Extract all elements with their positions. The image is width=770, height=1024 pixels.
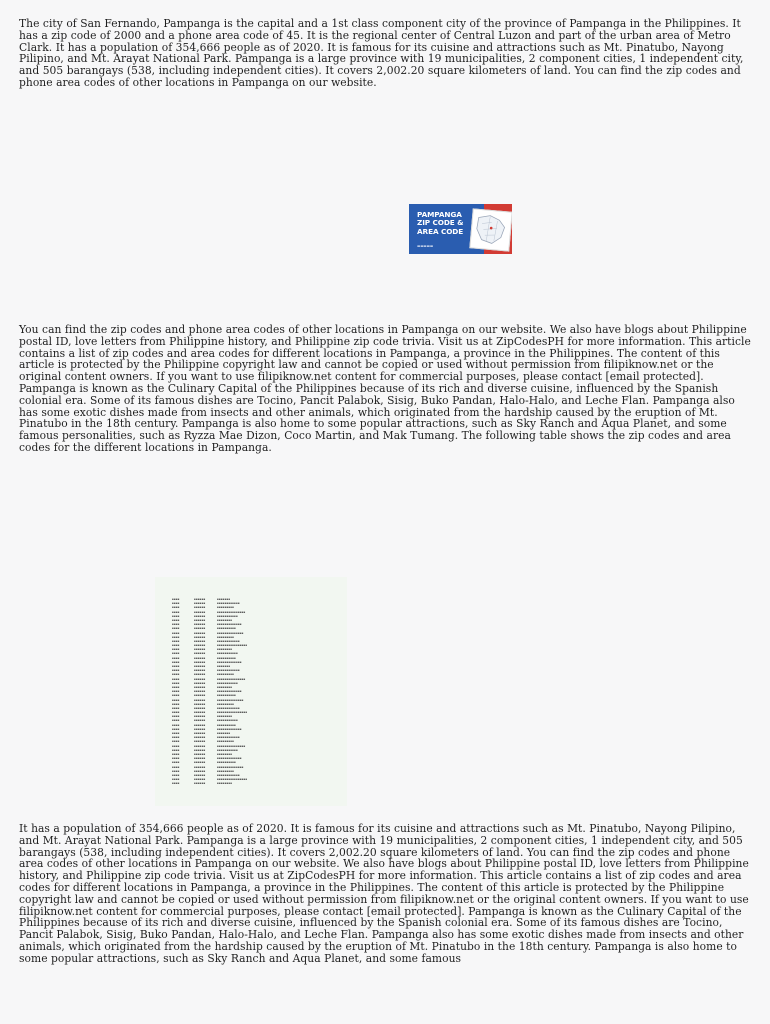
- table-image-cell: ▪▪▪▪: [172, 634, 180, 639]
- table-image-cell: ▪▪▪▪: [172, 714, 180, 719]
- table-image-cell: ▪▪▪▪▪▪▪▪▪▪▪: [217, 613, 238, 618]
- table-image-cell: ▪▪▪▪▪▪▪▪▪▪: [217, 655, 236, 660]
- table-image-cell: ▪▪▪▪▪▪▪▪▪▪▪▪▪▪▪▪: [217, 710, 248, 715]
- table-image-cell: ▪▪▪▪▪▪: [194, 613, 206, 618]
- table-image-cell: ▪▪▪▪▪▪: [194, 751, 206, 756]
- map-illustration-icon: [469, 208, 512, 251]
- table-image-cell: ▪▪▪▪▪▪▪: [217, 731, 231, 735]
- table-image-cell: ▪▪▪▪: [172, 710, 180, 715]
- table-image-cell: ▪▪▪▪: [172, 693, 180, 698]
- table-image-cell: ▪▪▪▪▪▪▪▪▪: [217, 605, 235, 610]
- table-image-cell: ▪▪▪▪▪▪: [194, 605, 206, 610]
- table-image-cell: ▪▪▪▪▪▪▪▪▪▪▪▪▪▪: [217, 697, 244, 702]
- table-image-cell: ▪▪▪▪▪▪▪▪▪: [217, 701, 235, 706]
- table-image-cell: ▪▪▪▪: [172, 684, 180, 689]
- table-image-cell: ▪▪▪▪▪▪: [194, 760, 206, 765]
- banner-title: PAMPANGA ZIP CODE & AREA CODE: [417, 210, 464, 236]
- table-image-cell: ▪▪▪▪: [172, 609, 180, 614]
- table-image-cell: ▪▪▪▪: [172, 697, 180, 702]
- table-image-cell: ▪▪▪▪: [172, 718, 180, 723]
- table-image-cell: ▪▪▪▪: [172, 731, 180, 735]
- table-image-cell: ▪▪▪▪: [172, 613, 180, 618]
- table-image-cell: ▪▪▪▪: [172, 689, 180, 694]
- table-image-cell: ▪▪▪▪▪▪▪▪▪▪▪▪▪: [217, 726, 242, 731]
- table-image-cell: ▪▪▪▪▪▪▪▪▪▪▪: [217, 680, 238, 685]
- table-image-cell: ▪▪▪▪▪▪: [194, 672, 206, 677]
- table-image-cell: ▪▪▪▪▪▪: [194, 756, 206, 761]
- table-image-cell: ▪▪▪▪▪▪: [194, 701, 206, 706]
- intro-paragraph: The city of San Fernando, Pampanga is the capital and a 1st class component city of the province of Pampanga in the Philippines. It has a zip code of 2000 and a phone area code of 45. It is the regional center of Central Luzon and part of the urban area of Metro Clark. It has a population of 354,666 people as of 2020. It is famous for its cuisine and attractions such as Mt. Pinatubo, Nayong Pilipino, and Mt. Arayat National Park. Pampanga is a large province with 19 municipalities, 2 component cities, 1 independent city, and 505 barangays (538, including independent cities). It covers 2,002.20 square kilometers of land. You can find the zip codes and phone area codes of other locations in Pampanga on our website.: [19, 17, 744, 89]
- table-image-cell: ▪▪▪▪▪▪▪▪▪▪▪▪: [217, 668, 240, 673]
- table-image-cell: ▪▪▪▪: [172, 747, 180, 752]
- table-image-cell: ▪▪▪▪▪▪▪▪: [217, 751, 233, 756]
- banner-subtext-decoration: ▬▬▬▬▬: [417, 244, 434, 248]
- table-image-cell: ▪▪▪▪: [172, 751, 180, 756]
- table-image-cell: ▪▪▪▪▪▪▪▪▪▪: [217, 722, 236, 727]
- table-image-cell: ▪▪▪▪▪▪▪▪▪▪▪▪▪▪: [217, 630, 244, 635]
- table-image-cell: ▪▪▪▪▪▪: [194, 764, 206, 769]
- table-image-cell: ▪▪▪▪: [172, 622, 180, 627]
- table-image-cell: ▪▪▪▪▪▪▪▪▪▪▪▪▪▪▪▪: [217, 643, 248, 648]
- table-image-cell: ▪▪▪▪: [172, 626, 180, 631]
- table-image-cell: ▪▪▪▪: [172, 768, 180, 773]
- table-image-cell: ▪▪▪▪▪▪▪▪▪: [217, 768, 235, 773]
- table-image-cell: ▪▪▪▪: [172, 739, 180, 744]
- table-image-cell: ▪▪▪▪: [172, 651, 180, 656]
- table-image-cell: ▪▪▪▪: [172, 735, 180, 740]
- table-image-cell: ▪▪▪▪▪▪: [194, 680, 206, 685]
- table-image-cell: ▪▪▪▪▪▪▪▪▪▪▪▪: [217, 638, 240, 643]
- table-image-cell: ▪▪▪▪▪▪: [194, 735, 206, 740]
- table-image-cell: ▪▪▪▪▪▪: [194, 731, 206, 735]
- table-image-cell: ▪▪▪▪▪▪: [194, 743, 206, 748]
- table-image-cell: ▪▪▪▪▪▪▪▪: [217, 684, 233, 689]
- table-image-cell: ▪▪▪▪▪▪: [194, 643, 206, 648]
- zip-code-table-image: [155, 577, 347, 806]
- table-image-cell: ▪▪▪▪▪▪: [194, 609, 206, 614]
- table-image-cell: ▪▪▪▪▪▪▪▪▪▪▪▪▪▪▪: [217, 743, 246, 748]
- table-image-cell: ▪▪▪▪: [172, 760, 180, 765]
- table-image-cell: ▪▪▪▪▪▪: [194, 693, 206, 698]
- table-image-cell: ▪▪▪▪▪▪▪▪▪▪▪▪▪: [217, 622, 242, 627]
- table-image-cell: ▪▪▪▪: [172, 664, 180, 668]
- table-image-cell: ▪▪▪▪: [172, 647, 180, 652]
- table-image-cell: ▪▪▪▪▪▪▪▪▪▪▪▪▪▪▪▪: [217, 777, 248, 782]
- table-image-cell: ▪▪▪▪▪▪: [194, 655, 206, 660]
- table-image-cell: ▪▪▪▪▪▪▪▪▪▪▪▪▪▪: [217, 764, 244, 769]
- table-image-cell: ▪▪▪▪▪▪: [194, 664, 206, 668]
- table-image-cell: ▪▪▪▪▪▪: [194, 647, 206, 652]
- table-image-cell: ▪▪▪▪▪▪: [194, 676, 206, 681]
- table-image-cell: ▪▪▪▪: [172, 722, 180, 727]
- pampanga-zip-code-banner-image: [409, 204, 512, 254]
- table-image-cell: ▪▪▪▪▪▪: [194, 634, 206, 639]
- table-image-cell: ▪▪▪▪▪▪: [194, 722, 206, 727]
- table-image-cell: ▪▪▪▪▪▪: [194, 638, 206, 643]
- table-image-cell: ▪▪▪▪▪▪: [194, 710, 206, 715]
- table-image-cell: ▪▪▪▪: [172, 597, 180, 601]
- table-image-cell: ▪▪▪▪▪▪: [194, 777, 206, 782]
- table-image-cell: ▪▪▪▪: [172, 781, 180, 786]
- table-image-cell: ▪▪▪▪▪▪▪▪: [217, 714, 233, 719]
- table-image-cell: ▪▪▪▪: [172, 743, 180, 748]
- table-image-cell: ▪▪▪▪▪▪: [194, 714, 206, 719]
- table-image-cell: ▪▪▪▪▪▪: [194, 597, 206, 601]
- table-image-cell: ▪▪▪▪: [172, 668, 180, 673]
- table-image-cell: ▪▪▪▪▪▪: [194, 739, 206, 744]
- table-image-cell: ▪▪▪▪: [172, 764, 180, 769]
- table-image-cell: ▪▪▪▪: [172, 659, 180, 664]
- table-image-cell: ▪▪▪▪: [172, 705, 180, 710]
- table-image-cell: ▪▪▪▪▪▪▪▪: [217, 647, 233, 652]
- table-image-cell: ▪▪▪▪: [172, 701, 180, 706]
- table-image-rows: [172, 597, 261, 785]
- table-image-cell: ▪▪▪▪▪▪: [194, 659, 206, 664]
- table-image-cell: ▪▪▪▪▪▪▪▪▪▪▪▪▪▪▪: [217, 676, 246, 681]
- table-image-row: [172, 781, 261, 785]
- table-image-cell: ▪▪▪▪: [172, 655, 180, 660]
- table-image-cell: ▪▪▪▪▪▪▪▪▪▪: [217, 626, 236, 631]
- table-image-cell: ▪▪▪▪: [172, 680, 180, 685]
- table-image-cell: ▪▪▪▪: [172, 630, 180, 635]
- table-image-cell: ▪▪▪▪▪▪▪▪▪: [217, 672, 235, 677]
- table-image-cell: ▪▪▪▪▪▪▪▪▪: [217, 739, 235, 744]
- table-image-cell: ▪▪▪▪: [172, 676, 180, 681]
- table-image-cell: ▪▪▪▪: [172, 601, 180, 606]
- table-image-cell: ▪▪▪▪▪▪▪: [217, 597, 231, 601]
- table-image-cell: ▪▪▪▪▪▪▪▪▪▪▪: [217, 747, 238, 752]
- table-image-cell: ▪▪▪▪▪▪: [194, 626, 206, 631]
- table-image-cell: ▪▪▪▪▪▪: [194, 726, 206, 731]
- table-image-cell: ▪▪▪▪▪▪▪▪▪: [217, 634, 235, 639]
- table-image-cell: ▪▪▪▪: [172, 643, 180, 648]
- table-image-cell: ▪▪▪▪▪▪: [194, 622, 206, 627]
- table-image-cell: ▪▪▪▪▪▪▪▪▪▪: [217, 760, 236, 765]
- table-image-cell: ▪▪▪▪: [172, 726, 180, 731]
- table-image-cell: ▪▪▪▪▪▪: [194, 768, 206, 773]
- table-image-cell: ▪▪▪▪: [172, 772, 180, 777]
- table-image-cell: ▪▪▪▪▪▪▪▪▪▪▪▪: [217, 772, 240, 777]
- table-image-cell: ▪▪▪▪▪▪▪▪▪▪▪▪: [217, 601, 240, 606]
- table-image-cell: ▪▪▪▪▪▪▪▪: [217, 617, 233, 622]
- table-image-cell: ▪▪▪▪▪▪▪: [217, 664, 231, 668]
- table-image-cell: ▪▪▪▪: [172, 617, 180, 622]
- table-image-cell: ▪▪▪▪▪▪: [194, 781, 206, 786]
- closing-paragraph: It has a population of 354,666 people as of 2020. It is famous for its cuisine and attractions such as Mt. Pinatubo, Nayong Pilipino, and Mt. Arayat National Park. Pampanga is a large province with 19 municipalities, 2 component cities, 1 independent city, and 505 barangays (538, including independent cities). It covers 2,002.20 square kilometers of land. You can find the zip codes and phone area codes of other locations in Pampanga on our website. We also have blogs about Philippine postal ID, love letters from Philippine history, and Philippine zip code trivia. Visit us at ZipCodesPH for more information. This article contains a list of zip codes and area codes for different locations in Pampanga, a province in the Philippines. The content of this article is protected by the Philippine copyright law and cannot be copied or used without permission from filipiknow.net or the original content owners. If you want to use filipiknow.net content for commercial purposes, please contact [email protected]. Pampanga is known as the Culinary Capital of the Philippines because of its rich and diverse cuisine, influenced by the Spanish colonial era. Some of its famous dishes are Tocino, Pancit Palabok, Sisig, Buko Pandan, Halo-Halo, and Leche Flan. Pampanga also has some exotic dishes made from insects and other animals, which originated from the hardship caused by the eruption of Mt. Pinatubo in the 18th century. Pampanga is also home to some popular attractions, such as Sky Ranch and Aqua Planet, and some famous: [19, 822, 749, 965]
- table-image-cell: ▪▪▪▪▪▪▪▪▪▪▪▪▪▪▪: [217, 609, 246, 614]
- table-image-cell: ▪▪▪▪▪▪▪▪▪▪▪▪: [217, 735, 240, 740]
- table-image-cell: ▪▪▪▪▪▪: [194, 684, 206, 689]
- table-image-cell: ▪▪▪▪▪▪: [194, 772, 206, 777]
- table-image-cell: ▪▪▪▪▪▪▪▪▪▪▪▪▪: [217, 659, 242, 664]
- table-image-cell: ▪▪▪▪▪▪▪▪▪▪: [217, 693, 236, 698]
- table-image-cell: ▪▪▪▪▪▪: [194, 705, 206, 710]
- table-image-cell: ▪▪▪▪▪▪: [194, 651, 206, 656]
- table-image-cell: ▪▪▪▪▪▪▪▪▪▪▪: [217, 718, 238, 723]
- table-image-cell: ▪▪▪▪▪▪▪▪▪▪▪▪▪: [217, 689, 242, 694]
- table-image-cell: ▪▪▪▪▪▪▪▪: [217, 781, 233, 786]
- body-paragraph: You can find the zip codes and phone area codes of other locations in Pampanga on our website. We also have blogs about Philippine postal ID, love letters from Philippine history, and Philippine zip code trivia. Visit us at ZipCodesPH for more information. This article contains a list of zip codes and area codes for different locations in Pampanga, a province in the Philippines. The content of this article is protected by the Philippine copyright law and cannot be copied or used without permission from filipiknow.net or the original content owners. If you want to use filipiknow.net content for commercial purposes, please contact [email protected]. Pampanga is known as the Culinary Capital of the Philippines because of its rich and diverse cuisine, influenced by the Spanish colonial era. Some of its famous dishes are Tocino, Pancit Palabok, Sisig, Buko Pandan, Halo-Halo, and Leche Flan. Pampanga also has some exotic dishes made from insects and other animals, which originated from the hardship caused by the eruption of Mt. Pinatubo in the 18th century. Pampanga is also home to some popular attractions, such as Sky Ranch and Aqua Planet, and some famous personalities, such as Ryzza Mae Dizon, Coco Martin, and Mak Tumang. The following table shows the zip codes and area codes for the different locations in Pampanga.: [19, 323, 751, 454]
- table-image-cell: ▪▪▪▪▪▪: [194, 697, 206, 702]
- table-image-cell: ▪▪▪▪▪▪: [194, 630, 206, 635]
- table-image-cell: ▪▪▪▪▪▪: [194, 689, 206, 694]
- table-image-cell: ▪▪▪▪: [172, 672, 180, 677]
- table-image-cell: ▪▪▪▪: [172, 638, 180, 643]
- table-image-cell: ▪▪▪▪▪▪: [194, 668, 206, 673]
- table-image-cell: ▪▪▪▪▪▪▪▪▪▪▪▪: [217, 705, 240, 710]
- table-image-cell: ▪▪▪▪▪▪▪▪▪▪▪: [217, 651, 238, 656]
- table-image-cell: ▪▪▪▪: [172, 605, 180, 610]
- table-image-cell: ▪▪▪▪▪▪: [194, 747, 206, 752]
- table-image-cell: ▪▪▪▪: [172, 756, 180, 761]
- table-image-cell: ▪▪▪▪▪▪: [194, 718, 206, 723]
- table-image-cell: ▪▪▪▪▪▪▪▪▪▪▪▪▪: [217, 756, 242, 761]
- table-image-cell: ▪▪▪▪▪▪: [194, 617, 206, 622]
- table-image-cell: ▪▪▪▪▪▪: [194, 601, 206, 606]
- table-image-cell: ▪▪▪▪: [172, 777, 180, 782]
